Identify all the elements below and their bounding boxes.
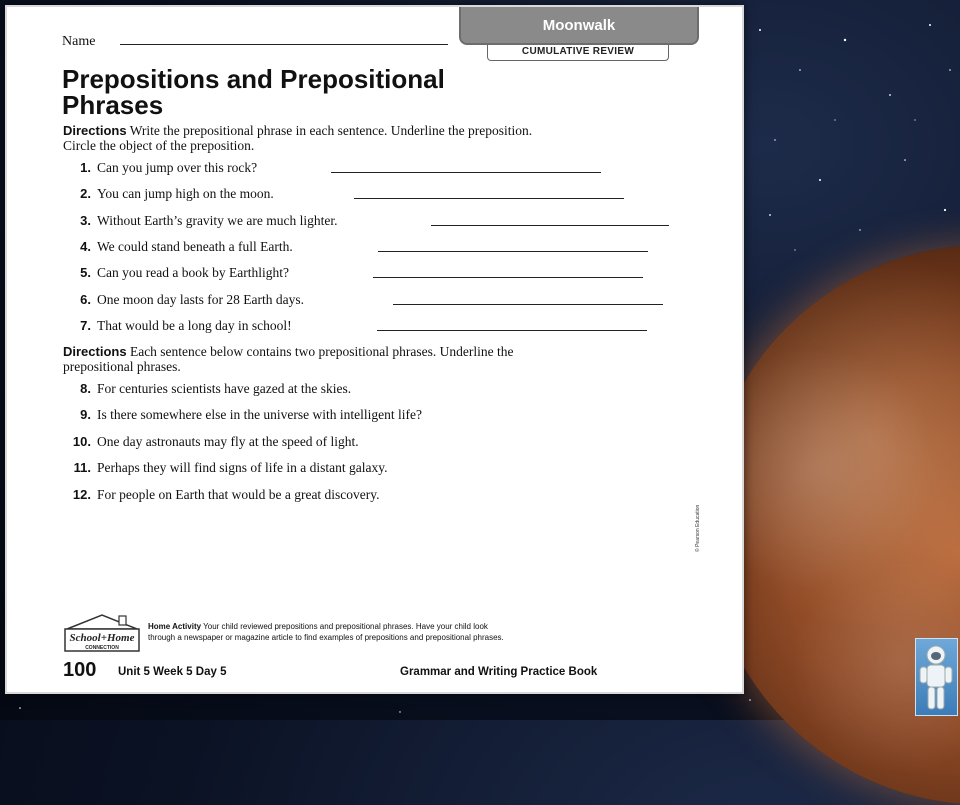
- list-item: [69, 460, 387, 476]
- directions-part2: [63, 344, 683, 374]
- answer-line: [378, 251, 648, 252]
- item-number: 9.: [80, 407, 91, 422]
- list-item: [69, 487, 380, 503]
- item-number: 6.: [80, 292, 91, 307]
- answer-line: [377, 330, 647, 331]
- item-sentence: For people on Earth that would be a great discovery.: [97, 487, 380, 502]
- list-item: [69, 186, 274, 202]
- logo-text-top: School+Home: [69, 632, 135, 644]
- item-number: 10.: [72, 434, 91, 449]
- item-sentence: Perhaps they will find signs of life in a distant galaxy.: [97, 460, 388, 475]
- list-item: [69, 407, 422, 423]
- directions-text: prepositional phrases.: [63, 359, 181, 374]
- directions-part1: [63, 123, 683, 153]
- home-activity-label: Home Activity: [148, 622, 202, 631]
- list-item: [69, 318, 292, 334]
- astronaut-nav-icon[interactable]: [915, 638, 958, 716]
- list-item: [69, 434, 359, 450]
- directions-text: Write the prepositional phrase in each sentence. Underline the preposition.: [126, 123, 533, 138]
- item-sentence: Can you jump over this rock?: [97, 160, 258, 175]
- astronaut-icon: [916, 639, 957, 715]
- directions-label: Directions: [63, 123, 127, 138]
- story-tab-subtitle: CUMULATIVE REVIEW: [487, 45, 669, 61]
- page-title-line2: Phrases: [62, 90, 164, 120]
- item-sentence: That would be a long day in school!: [97, 318, 292, 333]
- footer-unit: [118, 666, 226, 678]
- name-label: Name: [62, 34, 96, 49]
- list-item: [69, 381, 351, 397]
- answer-line: [331, 172, 601, 173]
- item-number: 8.: [80, 381, 91, 396]
- page-number: 100: [63, 659, 97, 681]
- story-tab-title: Moonwalk: [459, 7, 699, 45]
- item-sentence: You can jump high on the moon.: [97, 186, 274, 201]
- page-title-line1: Prepositions and Prepositional: [62, 64, 445, 94]
- item-sentence: Can you read a book by Earthlight?: [97, 265, 289, 280]
- copyright-note: © Pearson Education: [695, 504, 701, 552]
- item-sentence: For centuries scientists have gazed at the skies.: [97, 381, 352, 396]
- footer-unit-week: Unit 5 Week 5: [118, 666, 193, 678]
- list-item: [69, 265, 289, 281]
- name-line: [120, 44, 448, 45]
- list-item: [69, 292, 304, 308]
- item-number: 12.: [72, 487, 91, 502]
- answer-line: [354, 198, 624, 199]
- logo-text-bottom: CONNECTION: [85, 645, 119, 651]
- answer-line: [373, 277, 643, 278]
- story-tab: [459, 7, 699, 57]
- list-item: [69, 213, 338, 229]
- home-activity: [148, 621, 668, 643]
- item-number: 2.: [80, 186, 91, 201]
- item-number: 5.: [80, 265, 91, 280]
- worksheet-page: [5, 5, 744, 694]
- item-number: 4.: [80, 239, 91, 254]
- school-home-connection-logo: [59, 613, 145, 657]
- answer-line: [431, 225, 669, 226]
- page-title: [62, 66, 662, 118]
- item-sentence: One day astronauts may fly at the speed of light.: [97, 434, 359, 449]
- item-number: 7.: [80, 318, 91, 333]
- item-sentence: Without Earth’s gravity we are much lighter.: [97, 213, 338, 228]
- item-number: 1.: [80, 160, 91, 175]
- home-activity-text: Your child reviewed prepositions and prepositional phrases. Have your child look: [201, 622, 488, 631]
- footer-day: Day 5: [195, 666, 227, 678]
- list-item: [69, 160, 257, 176]
- directions-text: Circle the object of the preposition.: [63, 138, 255, 153]
- answer-line: [393, 304, 663, 305]
- directions-text: Each sentence below contains two prepositional phrases. Underline the: [126, 344, 514, 359]
- list-item: [69, 239, 293, 255]
- item-number: 11.: [73, 460, 91, 475]
- item-sentence: One moon day lasts for 28 Earth days.: [97, 292, 304, 307]
- item-number: 3.: [80, 213, 91, 228]
- home-activity-text: through a newspaper or magazine article to find examples of prepositions and prepositional phrases.: [148, 633, 504, 642]
- item-sentence: Is there somewhere else in the universe with intelligent life?: [97, 407, 423, 422]
- footer-book-title: Grammar and Writing Practice Book: [400, 666, 598, 678]
- item-sentence: We could stand beneath a full Earth.: [97, 239, 293, 254]
- directions-label: Directions: [63, 344, 127, 359]
